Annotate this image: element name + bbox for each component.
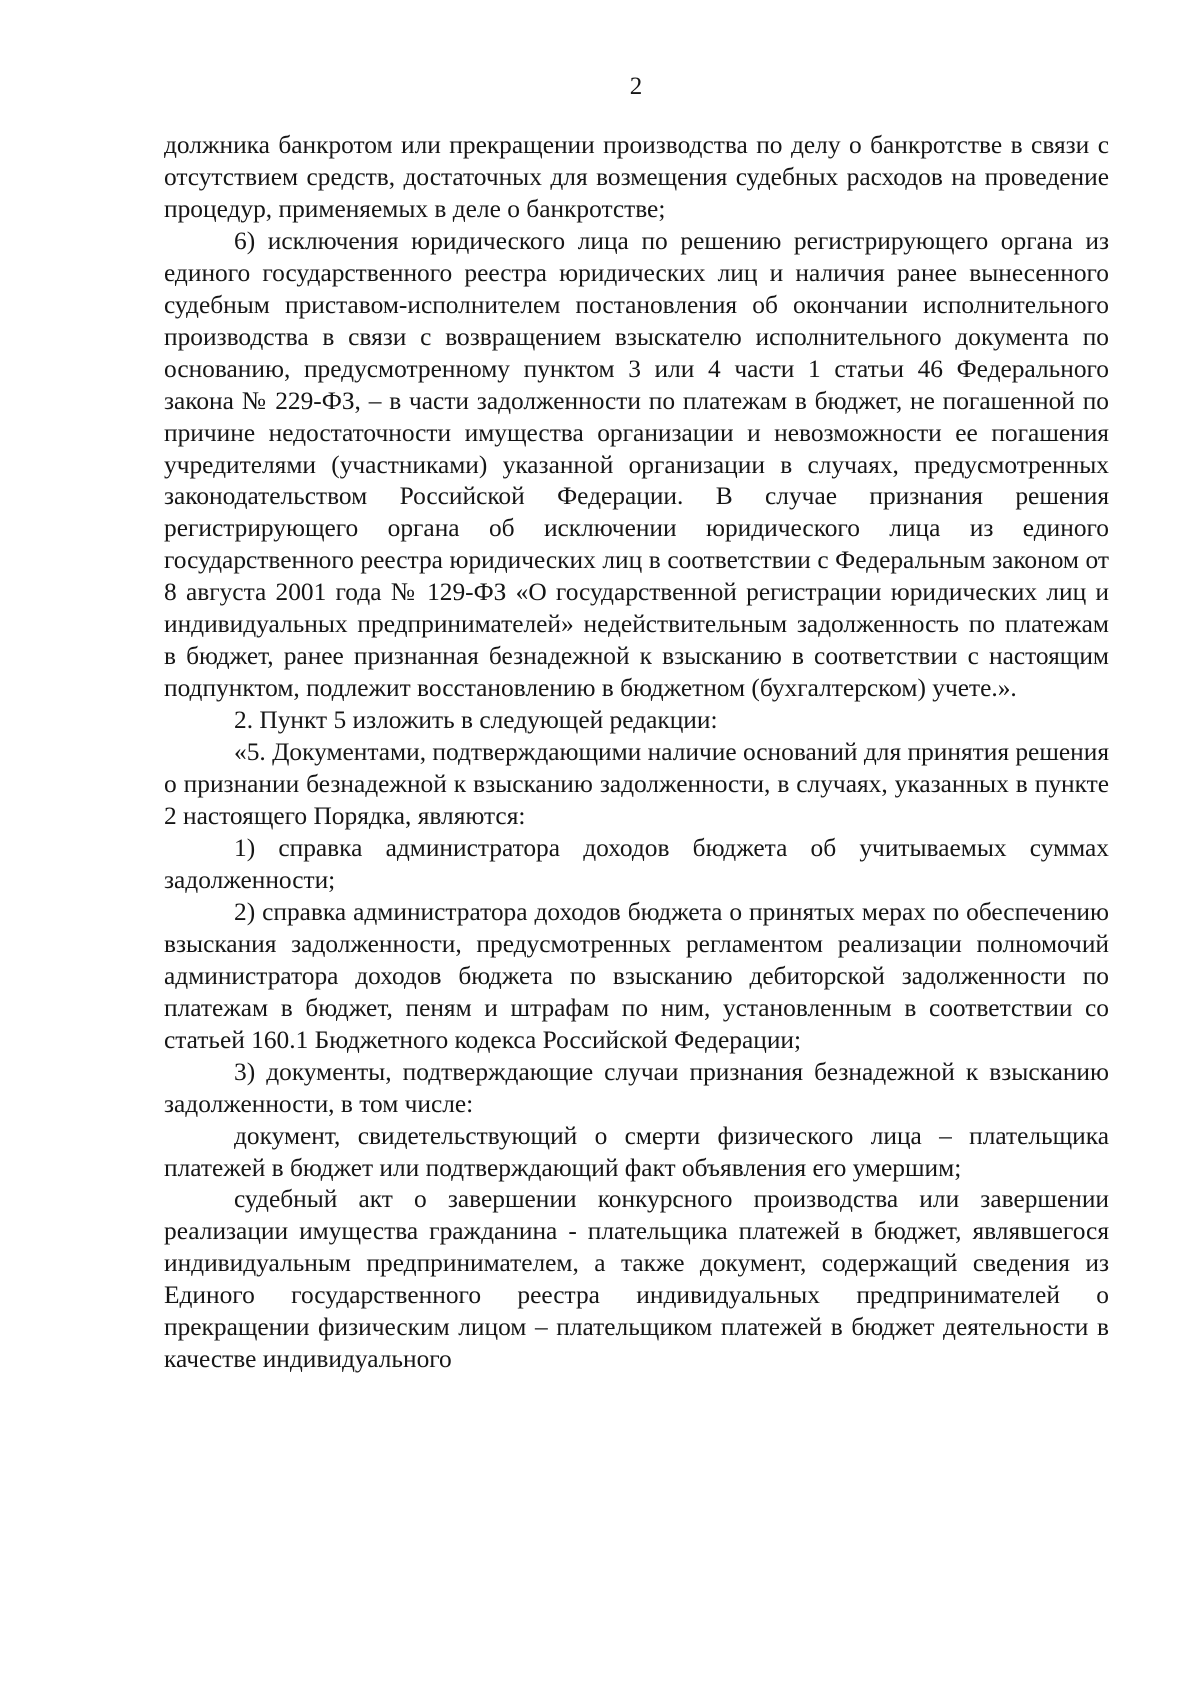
paragraph-death-document: документ, свидетельствующий о смерти физического лица – плательщика платежей в бюджет или подтверждающий факт объявления его умершим; [164,1121,1109,1182]
paragraph-item-6: 6) исключения юридического лица по решению регистрирующего органа из единого государственного реестра юридических лиц и наличия ранее вынесенного судебным приставом-исполнителем постановления об окончании исполнительного производства в связи с возвращением взыскателю исполнительного документа по основанию, предусмотренному пунктом 3 или 4 части 1 статьи 46 Федерального закона № 229-ФЗ, – в части задолженности по платежам в бюджет, не погашенной по причине недостаточности имущества организации и невозможности ее погашения учредителями (участниками) указанной организации в случаях, предусмотренных законодательством Российской Федерации. В случае признания решения регистрирующего органа об исключении юридического лица из единого государственного реестра юридических лиц в соответствии с Федеральным законом от 8 августа 2001 года № 129-ФЗ «О государственной регистрации юридических лиц и индивидуальных предпринимателей» недействительным задолженность по платежам в бюджет, ранее признанная безнадежной к взысканию в соответствии с настоящим подпунктом, подлежит восстановлению в бюджетном (бухгалтерском) учете.». [164,226,1109,703]
page-number: 2 [629,73,643,100]
paragraph-bankruptcy-continuation: должника банкротом или прекращении производства по делу о банкротстве в связи с отсутствием средств, достаточных для возмещения судебных расходов на проведение процедур, применяемых в деле о банкротстве; [164,131,1109,223]
paragraph-subitem-3: 3) документы, подтверждающие случаи признания безнадежной к взысканию задолженности, в том числе: [164,1057,1109,1118]
paragraph-point-5: «5. Документами, подтверждающими наличие оснований для принятия решения о признании безнадежной к взысканию задолженности, в случаях, указанных в пункте 2 настоящего Порядка, являются: [164,738,1109,831]
paragraph-point-2: 2. Пункт 5 изложить в следующей редакции: [234,706,718,735]
document-body [164,130,1109,1376]
paragraph-subitem-1: 1) справка администратора доходов бюджета об учитываемых суммах задолженности; [164,833,1109,894]
paragraph-court-act: судебный акт о завершении конкурсного производства или завершении реализации имущества гражданина - плательщика платежей в бюджет, являвшегося индивидуальным предпринимателем, а также документ, содержащий сведения из Единого государственного реестра индивидуальных предпринимателей о прекращении физическим лицом – плательщиком платежей в бюджет деятельности в качестве индивидуального [164,1185,1109,1374]
paragraph-subitem-2: 2) справка администратора доходов бюджета о принятых мерах по обеспечению взыскания задолженности, предусмотренных регламентом реализации полномочий администратора доходов бюджета по взысканию дебиторской задолженности по платежам в бюджет, пеням и штрафам по ним, установленным в соответствии со статьей 160.1 Бюджетного кодекса Российской Федерации; [164,897,1109,1054]
